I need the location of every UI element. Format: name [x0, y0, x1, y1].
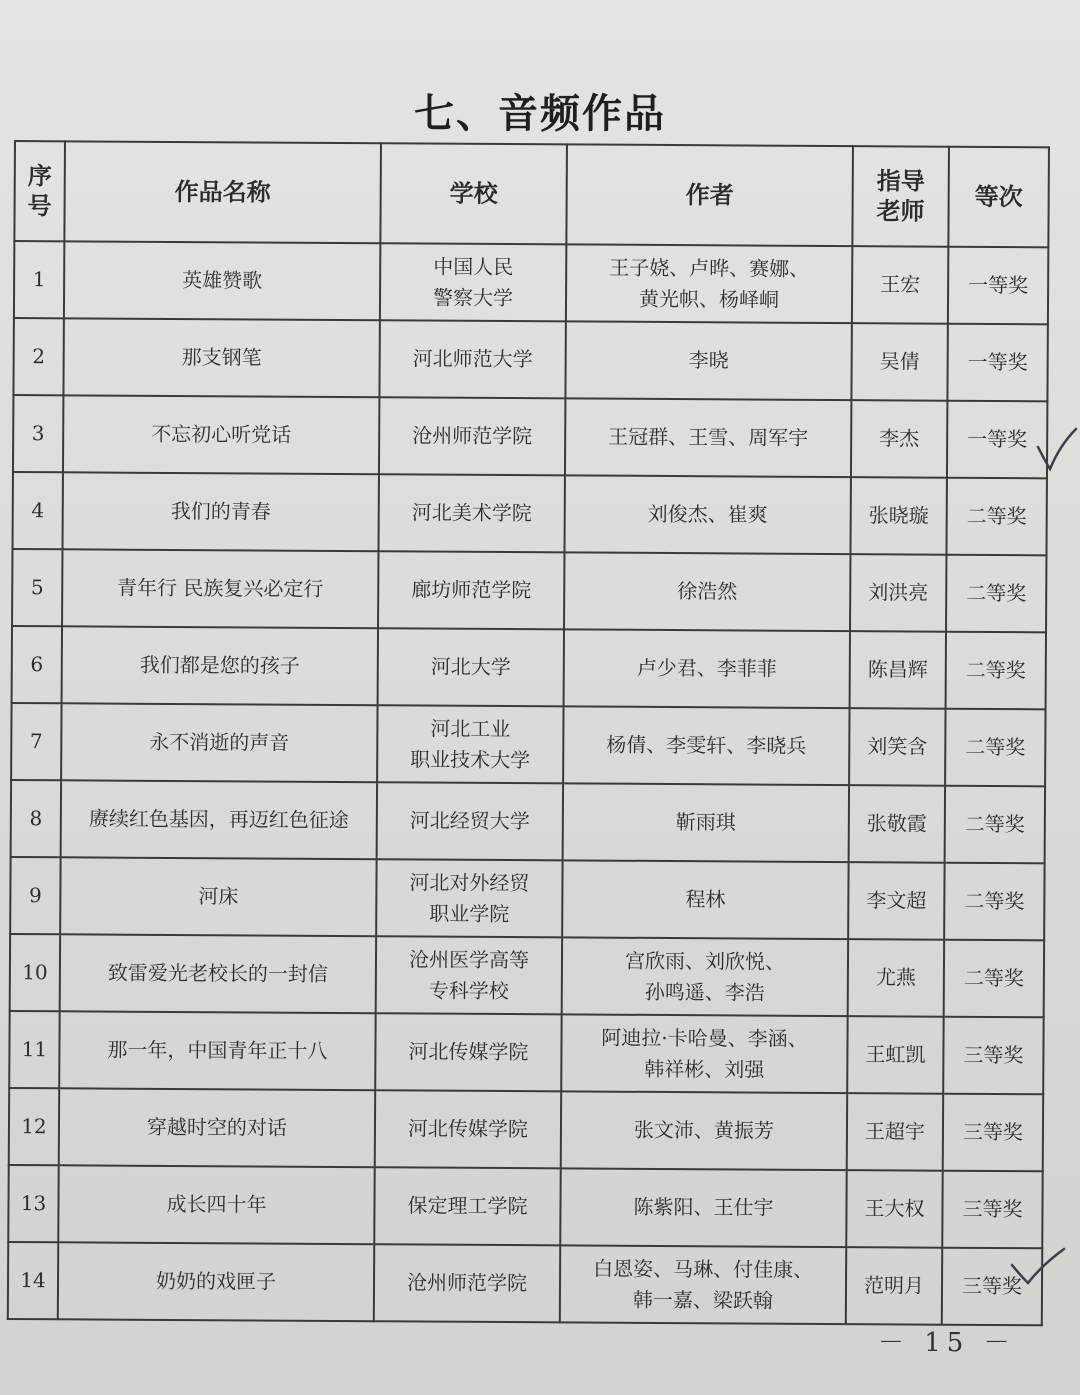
cell-teacher: 王虹凯	[847, 1016, 943, 1094]
check-mark-icon	[1008, 1245, 1068, 1295]
cell-title: 奶奶的戏匣子	[58, 1242, 374, 1321]
cell-rank: 二等奖	[945, 786, 1045, 864]
cell-author: 徐浩然	[564, 552, 850, 631]
cell-rank: 一等奖	[947, 401, 1047, 479]
cell-teacher: 陈昌辉	[850, 631, 946, 709]
cell-title: 河床	[60, 857, 376, 936]
table-row	[13, 395, 1047, 478]
cell-teacher: 吴倩	[851, 323, 947, 401]
cell-school: 保定理工学院	[374, 1167, 560, 1245]
cell-rank: 三等奖	[943, 1017, 1043, 1095]
cell-no: 2	[13, 318, 63, 395]
cell-no: 11	[9, 1011, 59, 1088]
cell-title: 青年行 民族复兴必定行	[62, 549, 378, 628]
cell-title: 赓续红色基因，再迈红色征途	[61, 780, 377, 859]
table-row	[13, 472, 1047, 555]
cell-title: 那一年，中国青年正十八	[59, 1011, 375, 1090]
check-mark-icon	[1030, 425, 1080, 475]
cell-teacher: 李文超	[848, 862, 944, 940]
table-row	[8, 1165, 1042, 1248]
cell-title: 那支钢笔	[63, 318, 379, 397]
cell-school: 河北传媒学院	[375, 1090, 561, 1168]
cell-author: 张文沛、黄振芳	[561, 1091, 847, 1170]
cell-no: 3	[13, 395, 63, 472]
header-author: 作者	[566, 144, 853, 246]
cell-author: 刘俊杰、崔爽	[564, 475, 850, 554]
cell-no: 1	[14, 241, 64, 318]
cell-rank: 二等奖	[946, 632, 1046, 710]
cell-teacher: 张敬霞	[849, 785, 945, 863]
header-school: 学校	[380, 143, 567, 244]
cell-no: 4	[13, 472, 63, 549]
cell-author: 王子娆、卢晔、赛娜、 黄光帜、杨峄峒	[566, 244, 852, 323]
cell-rank: 二等奖	[944, 863, 1044, 941]
cell-school: 河北大学	[378, 628, 564, 706]
cell-author: 卢少君、李菲菲	[564, 629, 850, 708]
cell-no: 10	[10, 934, 60, 1011]
cell-school: 廊坊师范学院	[378, 551, 564, 629]
cell-author: 白恩姿、马琳、付佳康、 韩一嘉、梁跃翰	[560, 1245, 846, 1324]
cell-title: 致雷爱光老校长的一封信	[60, 934, 376, 1013]
cell-title: 穿越时空的对话	[59, 1088, 375, 1167]
table-row	[12, 626, 1046, 709]
cell-rank: 一等奖	[948, 247, 1048, 325]
cell-no: 5	[12, 549, 62, 626]
cell-teacher: 尤燕	[848, 939, 944, 1017]
cell-teacher: 李杰	[851, 400, 947, 478]
cell-no: 12	[9, 1088, 59, 1165]
cell-rank: 三等奖	[942, 1248, 1042, 1326]
cell-title: 我们都是您的孩子	[62, 626, 378, 705]
cell-author: 宫欣雨、刘欣悦、 孙鸣遥、李浩	[562, 937, 848, 1016]
cell-no: 8	[11, 780, 61, 857]
cell-teacher: 王大权	[846, 1170, 942, 1248]
cell-school: 河北工业 职业技术大学	[377, 705, 563, 783]
header-no: 序 号	[14, 141, 65, 241]
cell-author: 陈紫阳、王仕宇	[560, 1168, 846, 1247]
cell-author: 杨倩、李雯轩、李晓兵	[563, 706, 849, 785]
cell-teacher: 刘笑含	[849, 708, 945, 786]
cell-teacher: 范明月	[846, 1247, 942, 1325]
cell-title: 我们的青春	[63, 472, 379, 551]
cell-rank: 二等奖	[944, 940, 1044, 1018]
cell-school: 河北传媒学院	[375, 1013, 561, 1091]
table-row	[13, 318, 1047, 401]
cell-title: 不忘初心听党话	[63, 395, 379, 474]
page-title: 七、音频作品	[414, 91, 666, 137]
cell-teacher: 刘洪亮	[850, 554, 946, 632]
cell-rank: 一等奖	[947, 324, 1047, 402]
cell-school: 河北对外经贸 职业学院	[376, 859, 562, 937]
cell-school: 河北经贸大学	[377, 782, 563, 860]
cell-no: 6	[12, 626, 62, 703]
table-row	[11, 703, 1045, 786]
table-header-row	[14, 141, 1049, 247]
cell-school: 河北美术学院	[378, 474, 564, 552]
table-row	[9, 1088, 1043, 1171]
page-number: － 15 －	[878, 1328, 1016, 1358]
cell-title: 成长四十年	[58, 1165, 374, 1244]
cell-no: 13	[8, 1165, 58, 1242]
cell-rank: 二等奖	[946, 478, 1046, 556]
table-row	[9, 1011, 1043, 1094]
cell-school: 沧州医学高等 专科学校	[376, 936, 562, 1014]
cell-rank: 二等奖	[945, 709, 1045, 787]
cell-school: 河北师范大学	[379, 320, 565, 398]
table-row	[11, 780, 1045, 863]
table-row	[10, 857, 1044, 940]
header-rank: 等次	[948, 147, 1049, 248]
cell-rank: 三等奖	[943, 1094, 1043, 1172]
cell-author: 王冠群、王雪、周军宇	[565, 398, 851, 477]
cell-teacher: 王宏	[852, 246, 948, 324]
cell-no: 7	[11, 703, 61, 780]
table-row	[8, 1242, 1042, 1325]
cell-teacher: 张晓璇	[850, 477, 946, 555]
cell-author: 阿迪拉·卡哈曼、李涵、 韩祥彬、刘强	[561, 1014, 847, 1093]
cell-no: 9	[10, 857, 60, 934]
table-row	[10, 934, 1044, 1017]
cell-teacher: 王超宇	[847, 1093, 943, 1171]
cell-author: 靳雨琪	[563, 783, 849, 862]
cell-author: 李晓	[565, 321, 851, 400]
cell-title: 永不消逝的声音	[61, 703, 377, 782]
table-row	[14, 241, 1048, 324]
cell-school: 中国人民 警察大学	[380, 243, 566, 321]
cell-no: 14	[8, 1242, 58, 1319]
cell-title: 英雄赞歌	[64, 241, 380, 320]
cell-school: 沧州师范学院	[379, 397, 565, 475]
cell-rank: 三等奖	[942, 1171, 1042, 1249]
cell-school: 沧州师范学院	[374, 1244, 560, 1322]
cell-rank: 二等奖	[946, 555, 1046, 633]
table-row	[12, 549, 1046, 632]
header-work-title: 作品名称	[64, 141, 381, 243]
header-teacher: 指导 老师	[852, 146, 949, 247]
awards-table	[7, 140, 1050, 1326]
cell-author: 程林	[562, 860, 848, 939]
